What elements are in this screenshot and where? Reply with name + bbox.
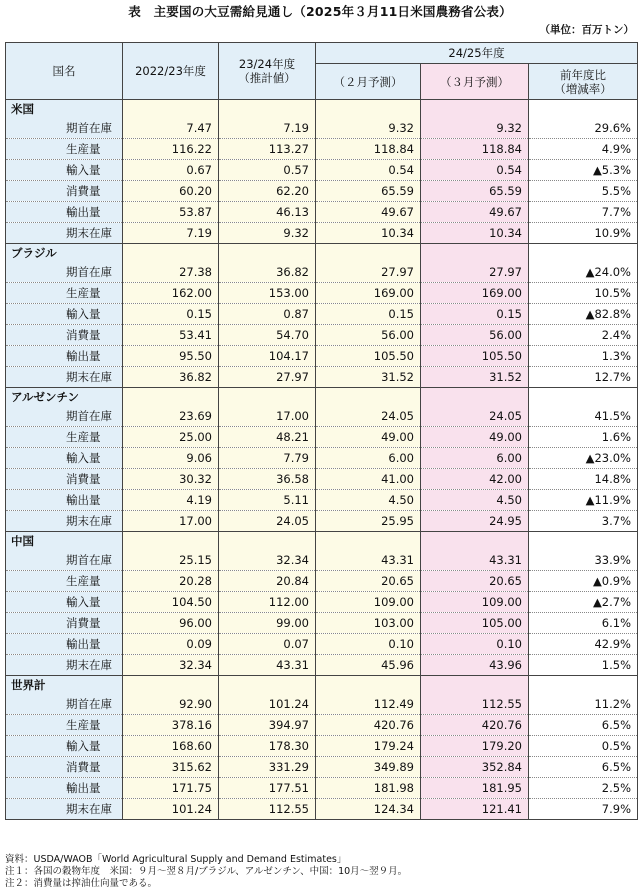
value-yoy: 3.7% [529,511,638,532]
item-label: 消費量 [6,325,123,346]
value-mar-forecast: 24.05 [421,406,529,427]
value-mar-forecast: 6.00 [421,448,529,469]
value-mar-forecast: 49.00 [421,427,529,448]
value-2022-23: 0.67 [123,160,219,181]
value-feb-forecast: 43.31 [316,550,421,571]
item-label: 期首在庫 [6,550,123,571]
value-feb-forecast: 118.84 [316,139,421,160]
item-label: 期末在庫 [6,511,123,532]
table-row [6,406,638,427]
table-row [6,304,638,325]
table-row [6,511,638,532]
empty-cell [529,244,638,263]
value-2023-24: 27.97 [219,367,316,388]
value-feb-forecast: 0.10 [316,634,421,655]
header-2023-24-line2: （推計値） [238,71,296,85]
value-2023-24: 5.11 [219,490,316,511]
value-mar-forecast: 43.96 [421,655,529,676]
value-2022-23: 25.00 [123,427,219,448]
empty-cell [219,388,316,407]
value-feb-forecast: 31.52 [316,367,421,388]
item-label: 消費量 [6,181,123,202]
value-yoy: 7.9% [529,799,638,820]
header-yoy-line2: （増減率） [554,81,612,96]
value-feb-forecast: 49.00 [316,427,421,448]
value-yoy: 6.1% [529,613,638,634]
empty-cell [529,388,638,407]
table-row [6,367,638,388]
empty-cell [316,100,421,119]
header-country: 国名 [6,43,123,100]
item-label: 期末在庫 [6,799,123,820]
item-label: 輸入量 [6,304,123,325]
item-label: 輸出量 [6,634,123,655]
value-feb-forecast: 6.00 [316,448,421,469]
value-2023-24: 7.19 [219,118,316,139]
empty-cell [219,244,316,263]
table-row [6,448,638,469]
table-row [6,757,638,778]
item-label: 輸出量 [6,490,123,511]
value-2023-24: 9.32 [219,223,316,244]
value-mar-forecast: 118.84 [421,139,529,160]
empty-cell [316,244,421,263]
empty-cell [219,100,316,119]
value-yoy: 12.7% [529,367,638,388]
soybean-supply-demand-table [5,42,638,820]
item-label: 期首在庫 [6,262,123,283]
value-feb-forecast: 10.34 [316,223,421,244]
value-2022-23: 104.50 [123,592,219,613]
value-2022-23: 315.62 [123,757,219,778]
table-row [6,613,638,634]
value-mar-forecast: 179.20 [421,736,529,757]
item-label: 期首在庫 [6,694,123,715]
value-yoy: 42.9% [529,634,638,655]
table-row [6,634,638,655]
empty-cell [529,532,638,551]
value-2022-23: 20.28 [123,571,219,592]
value-mar-forecast: 420.76 [421,715,529,736]
value-2022-23: 23.69 [123,406,219,427]
value-feb-forecast: 56.00 [316,325,421,346]
value-feb-forecast: 124.34 [316,799,421,820]
item-label: 期末在庫 [6,223,123,244]
item-label: 生産量 [6,571,123,592]
value-2022-23: 162.00 [123,283,219,304]
value-mar-forecast: 0.10 [421,634,529,655]
value-2023-24: 178.30 [219,736,316,757]
value-feb-forecast: 49.67 [316,202,421,223]
value-2022-23: 92.90 [123,694,219,715]
empty-cell [529,676,638,695]
header-2023-24 [219,43,316,100]
value-2022-23: 4.19 [123,490,219,511]
value-yoy: 6.5% [529,715,638,736]
empty-cell [123,532,219,551]
table-row [6,223,638,244]
value-yoy: ▲82.8% [529,304,638,325]
empty-cell [529,100,638,119]
value-mar-forecast: 65.59 [421,181,529,202]
table-row [6,490,638,511]
value-yoy: ▲24.0% [529,262,638,283]
empty-cell [123,388,219,407]
value-2022-23: 7.19 [123,223,219,244]
value-yoy: ▲11.9% [529,490,638,511]
table-row [6,799,638,820]
item-label: 輸入量 [6,448,123,469]
item-label: 消費量 [6,469,123,490]
value-yoy: 11.2% [529,694,638,715]
value-mar-forecast: 49.67 [421,202,529,223]
value-2022-23: 378.16 [123,715,219,736]
item-label: 期末在庫 [6,367,123,388]
value-2022-23: 60.20 [123,181,219,202]
country-header-row [6,244,638,263]
value-feb-forecast: 27.97 [316,262,421,283]
table-body [6,100,638,820]
value-2023-24: 17.00 [219,406,316,427]
value-2023-24: 43.31 [219,655,316,676]
value-yoy: 7.7% [529,202,638,223]
table-row [6,571,638,592]
value-2022-23: 36.82 [123,367,219,388]
value-2023-24: 177.51 [219,778,316,799]
page-title: 表 主要国の大豆需給見通し（2025年３月11日米国農務省公表） [128,4,512,19]
value-2022-23: 0.15 [123,304,219,325]
value-2022-23: 95.50 [123,346,219,367]
country-header-row [6,388,638,407]
value-yoy: 0.5% [529,736,638,757]
value-2022-23: 9.06 [123,448,219,469]
value-2023-24: 20.84 [219,571,316,592]
value-2022-23: 171.75 [123,778,219,799]
value-2023-24: 153.00 [219,283,316,304]
value-mar-forecast: 109.00 [421,592,529,613]
country-name: 世界計 [6,676,123,695]
value-2023-24: 113.27 [219,139,316,160]
value-2022-23: 30.32 [123,469,219,490]
value-feb-forecast: 25.95 [316,511,421,532]
table-row [6,427,638,448]
value-yoy: ▲23.0% [529,448,638,469]
value-mar-forecast: 0.54 [421,160,529,181]
footnotes [5,854,407,890]
value-yoy: ▲2.7% [529,592,638,613]
value-yoy: 6.5% [529,757,638,778]
empty-cell [421,676,529,695]
value-mar-forecast: 56.00 [421,325,529,346]
country-header-row [6,676,638,695]
value-2023-24: 112.00 [219,592,316,613]
value-feb-forecast: 169.00 [316,283,421,304]
country-header-row [6,100,638,119]
country-name: アルゼンチン [6,388,123,407]
header-2023-24-line1: 23/24年度 [238,57,296,71]
value-mar-forecast: 352.84 [421,757,529,778]
value-2022-23: 25.15 [123,550,219,571]
header-2022-23: 2022/23年度 [123,43,219,100]
value-feb-forecast: 0.54 [316,160,421,181]
value-2023-24: 331.29 [219,757,316,778]
value-2023-24: 0.07 [219,634,316,655]
value-feb-forecast: 24.05 [316,406,421,427]
value-yoy: 1.6% [529,427,638,448]
header-feb-forecast: （２月予測） [316,64,421,100]
item-label: 期首在庫 [6,406,123,427]
table-row [6,139,638,160]
value-mar-forecast: 169.00 [421,283,529,304]
value-2023-24: 7.79 [219,448,316,469]
item-label: 輸出量 [6,778,123,799]
table-row [6,715,638,736]
value-mar-forecast: 181.95 [421,778,529,799]
item-label: 生産量 [6,283,123,304]
value-yoy: 1.3% [529,346,638,367]
item-label: 生産量 [6,427,123,448]
value-mar-forecast: 24.95 [421,511,529,532]
item-label: 輸入量 [6,160,123,181]
value-feb-forecast: 4.50 [316,490,421,511]
empty-cell [123,244,219,263]
item-label: 消費量 [6,757,123,778]
header-yoy-line1: 前年度比 [560,67,606,82]
item-label: 輸出量 [6,346,123,367]
value-2023-24: 112.55 [219,799,316,820]
country-name: 米国 [6,100,123,119]
value-2023-24: 62.20 [219,181,316,202]
value-2023-24: 24.05 [219,511,316,532]
value-yoy: 14.8% [529,469,638,490]
value-yoy: 4.9% [529,139,638,160]
value-feb-forecast: 45.96 [316,655,421,676]
value-2022-23: 116.22 [123,139,219,160]
value-yoy: 10.5% [529,283,638,304]
table-row [6,181,638,202]
value-2023-24: 32.34 [219,550,316,571]
value-feb-forecast: 109.00 [316,592,421,613]
note-source: 資料：USDA/WAOB「World Agricultural Supply and Demand Estimates」 [5,854,347,865]
value-2022-23: 0.09 [123,634,219,655]
value-2022-23: 96.00 [123,613,219,634]
value-yoy: 10.9% [529,223,638,244]
value-2023-24: 54.70 [219,325,316,346]
value-2023-24: 99.00 [219,613,316,634]
value-feb-forecast: 420.76 [316,715,421,736]
value-feb-forecast: 105.50 [316,346,421,367]
value-feb-forecast: 181.98 [316,778,421,799]
empty-cell [421,244,529,263]
value-feb-forecast: 112.49 [316,694,421,715]
note-1: 注１：各国の穀物年度 米国：９月～翌８月/ブラジル、アルゼンチン、中国：10月～翌９月。 [5,866,408,877]
header-2024-25: 24/25年度 [316,43,638,64]
empty-cell [421,532,529,551]
item-label: 期末在庫 [6,655,123,676]
country-name: ブラジル [6,244,123,263]
value-2023-24: 101.24 [219,694,316,715]
value-feb-forecast: 41.00 [316,469,421,490]
value-2023-24: 48.21 [219,427,316,448]
value-feb-forecast: 179.24 [316,736,421,757]
table-row [6,283,638,304]
value-2022-23: 27.38 [123,262,219,283]
table-row [6,778,638,799]
value-2022-23: 168.60 [123,736,219,757]
value-mar-forecast: 42.00 [421,469,529,490]
value-mar-forecast: 9.32 [421,118,529,139]
item-label: 消費量 [6,613,123,634]
value-mar-forecast: 105.50 [421,346,529,367]
unit-label: （単位：百万トン） [539,24,634,36]
value-mar-forecast: 31.52 [421,367,529,388]
value-yoy: 33.9% [529,550,638,571]
value-yoy: 2.5% [529,778,638,799]
table-row [6,160,638,181]
value-feb-forecast: 103.00 [316,613,421,634]
empty-cell [316,676,421,695]
value-2023-24: 0.57 [219,160,316,181]
value-mar-forecast: 0.15 [421,304,529,325]
table-row [6,694,638,715]
value-mar-forecast: 4.50 [421,490,529,511]
value-mar-forecast: 20.65 [421,571,529,592]
table-row [6,736,638,757]
empty-cell [316,532,421,551]
value-feb-forecast: 20.65 [316,571,421,592]
value-mar-forecast: 112.55 [421,694,529,715]
header-mar-forecast: （３月予測） [421,64,529,100]
value-yoy: ▲5.3% [529,160,638,181]
value-feb-forecast: 9.32 [316,118,421,139]
table-row [6,469,638,490]
value-yoy: 41.5% [529,406,638,427]
empty-cell [219,676,316,695]
empty-cell [421,388,529,407]
table-row [6,655,638,676]
item-label: 輸出量 [6,202,123,223]
value-2023-24: 394.97 [219,715,316,736]
value-2022-23: 17.00 [123,511,219,532]
table-row [6,325,638,346]
item-label: 生産量 [6,139,123,160]
item-label: 輸入量 [6,736,123,757]
value-2022-23: 32.34 [123,655,219,676]
table-row [6,550,638,571]
item-label: 期首在庫 [6,118,123,139]
value-2023-24: 104.17 [219,346,316,367]
country-name: 中国 [6,532,123,551]
empty-cell [123,100,219,119]
country-header-row [6,532,638,551]
table-row [6,346,638,367]
value-yoy: 2.4% [529,325,638,346]
value-yoy: 29.6% [529,118,638,139]
empty-cell [219,532,316,551]
value-yoy: ▲0.9% [529,571,638,592]
value-2022-23: 53.87 [123,202,219,223]
value-mar-forecast: 121.41 [421,799,529,820]
value-feb-forecast: 0.15 [316,304,421,325]
table-row [6,592,638,613]
value-2023-24: 46.13 [219,202,316,223]
value-yoy: 1.5% [529,655,638,676]
table-row [6,262,638,283]
value-2022-23: 101.24 [123,799,219,820]
value-feb-forecast: 65.59 [316,181,421,202]
value-mar-forecast: 43.31 [421,550,529,571]
table-row [6,118,638,139]
value-2023-24: 36.58 [219,469,316,490]
value-2022-23: 7.47 [123,118,219,139]
value-2022-23: 53.41 [123,325,219,346]
empty-cell [123,676,219,695]
item-label: 生産量 [6,715,123,736]
item-label: 輸入量 [6,592,123,613]
empty-cell [421,100,529,119]
empty-cell [316,388,421,407]
header-yoy [529,64,638,100]
value-yoy: 5.5% [529,181,638,202]
value-mar-forecast: 10.34 [421,223,529,244]
table-row [6,202,638,223]
value-2023-24: 0.87 [219,304,316,325]
note-2: 注２：消費量は搾油仕向量である。 [5,878,158,889]
value-2023-24: 36.82 [219,262,316,283]
value-mar-forecast: 27.97 [421,262,529,283]
value-feb-forecast: 349.89 [316,757,421,778]
value-mar-forecast: 105.00 [421,613,529,634]
